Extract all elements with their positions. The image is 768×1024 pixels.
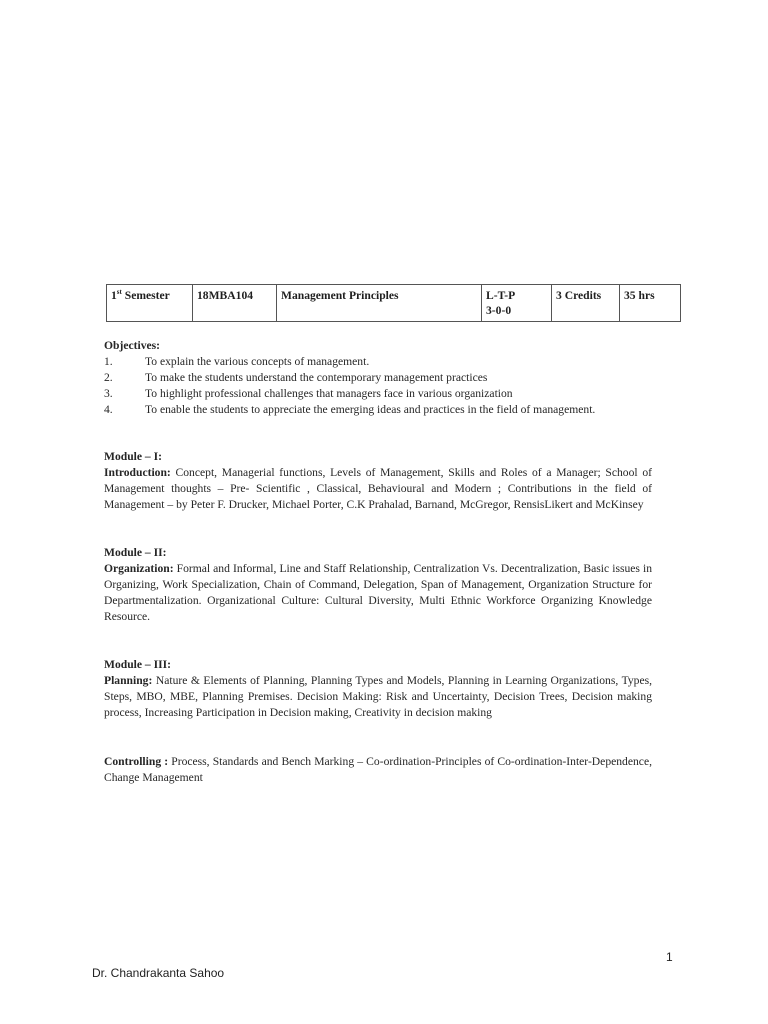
hours-cell: 35 hrs <box>620 285 681 322</box>
page-number: 1 <box>666 950 673 964</box>
semester-ordinal: st <box>116 288 122 297</box>
course-info-row <box>107 285 681 322</box>
ltp-cell <box>482 285 552 322</box>
objectives-section <box>104 338 652 418</box>
semester-number: 1 <box>111 289 117 302</box>
footer-author: Dr. Chandrakanta Sahoo <box>92 966 225 980</box>
objective-number: 4. <box>104 403 113 416</box>
module-1-heading: Module – I: <box>104 450 162 463</box>
objective-number: 3. <box>104 387 113 400</box>
module-1-section <box>104 449 652 513</box>
objective-text: To make the students understand the contemporary management practices <box>145 371 488 384</box>
objective-item <box>104 354 652 370</box>
ltp-value: 3-0-0 <box>486 304 512 317</box>
course-title-cell: Management Principles <box>277 285 482 322</box>
module-3-heading: Module – III: <box>104 658 171 671</box>
controlling-section <box>104 754 652 786</box>
controlling-label: Controlling : <box>104 755 169 768</box>
module-2-section <box>104 545 652 625</box>
module-1-body: Concept, Managerial functions, Levels of Management, Skills and Roles of a Manager; School of Management thoughts – Pre- Scientific , Classical, Behavioural and Modern ; Contributions in the field of Management – by Peter F. Drucker, Michael Porter, C.K Prahalad, Barnand, McGregor, RensisLikert and McKinsey <box>104 466 652 511</box>
credits-cell: 3 Credits <box>552 285 620 322</box>
module-2-label: Organization: <box>104 562 174 575</box>
module-1-content <box>104 465 652 513</box>
semester-word: Semester <box>121 289 170 302</box>
module-1-label: Introduction: <box>104 466 171 479</box>
module-3-body: Nature & Elements of Planning, Planning Types and Models, Planning in Learning Organizations, Types, Steps, MBO, MBE, Planning Premises. Decision Making: Risk and Uncertainty, Decision Trees, Decision making process, Increasing Participation in Decision making, Creativity in decision making <box>104 674 652 719</box>
module-3-label: Planning: <box>104 674 153 687</box>
module-2-body: Formal and Informal, Line and Staff Relationship, Centralization Vs. Decentralization, Basic issues in Organizing, Work Specialization, Chain of Command, Delegation, Span of Management, Organization Structure for Departmentalization. Organizational Culture: Cultural Diversity, Multi Ethnic Workforce Organizing Knowledge Resource. <box>104 562 652 623</box>
course-info-table <box>106 284 681 322</box>
objective-number: 2. <box>104 371 113 384</box>
objective-text: To highlight professional challenges that managers face in various organization <box>145 387 513 400</box>
module-3-section <box>104 657 652 721</box>
objective-text: To enable the students to appreciate the emerging ideas and practices in the field of management. <box>145 403 596 416</box>
objectives-heading: Objectives: <box>104 339 161 352</box>
objective-number: 1. <box>104 355 113 368</box>
objective-item <box>104 370 652 386</box>
semester-cell <box>107 285 193 322</box>
module-2-content <box>104 561 652 625</box>
module-2-heading: Module – II: <box>104 546 167 559</box>
module-3-content <box>104 673 652 721</box>
ltp-label: L-T-P <box>486 289 516 302</box>
controlling-body: Process, Standards and Bench Marking – Co-ordination-Principles of Co-ordination-Inter-Dependence, Change Management <box>104 755 652 784</box>
course-code-cell: 18MBA104 <box>193 285 277 322</box>
objective-item <box>104 402 652 418</box>
objective-item <box>104 386 652 402</box>
objective-text: To explain the various concepts of management. <box>145 355 370 368</box>
